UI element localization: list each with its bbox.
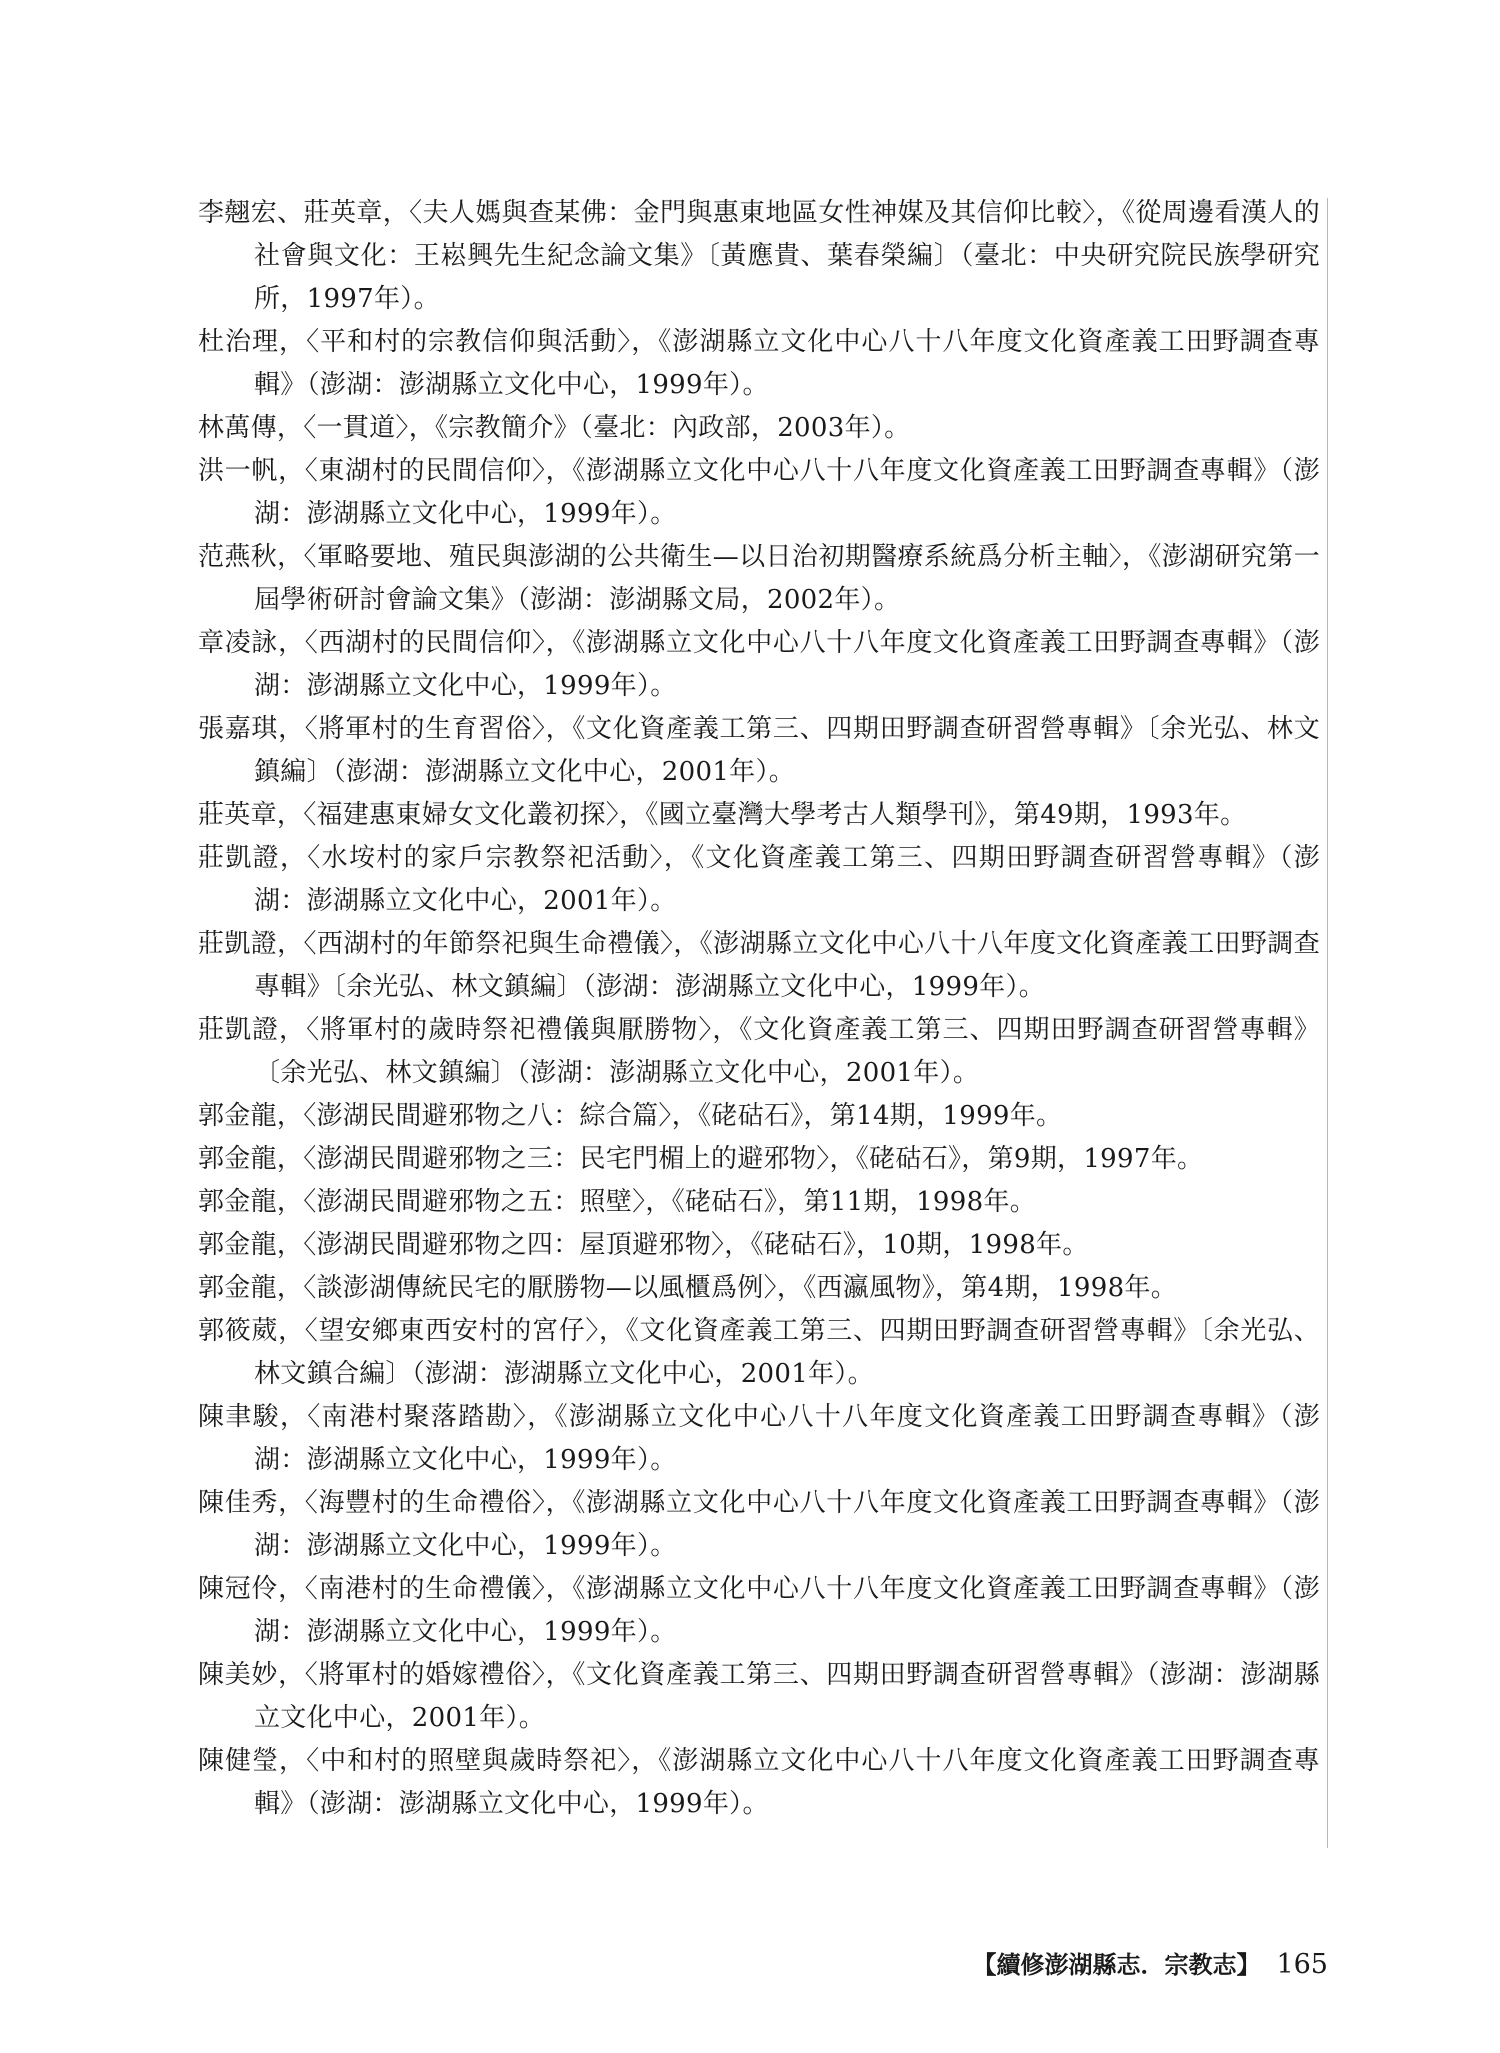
bibliography-entry: 郭金龍，〈澎湖民間避邪物之三：民宅門楣上的避邪物〉，《硓𥑮石》，第9期，1997年。: [198, 1144, 1204, 1174]
bibliography-entry: 李翹宏、莊英章，〈夫人媽與查某佛：金門與惠東地區女性神媒及其信仰比較〉，《從周邊看漢人的社會與文化：王崧興先生紀念論文集》〔黃應貴、葉春榮編〕（臺北：中央研究院民族學研究所，1997年）。: [198, 198, 1320, 314]
bibliography-entry: 莊凱證，〈水垵村的家戶宗教祭祀活動〉，《文化資產義工第三、四期田野調查研習營專輯》（澎湖：澎湖縣立文化中心，2001年）。: [198, 843, 1320, 916]
bibliography-entry: 林萬傳，〈一貫道〉，《宗教簡介》（臺北：內政部，2003年）。: [198, 413, 911, 443]
bibliography-entry: 莊凱證，〈將軍村的歲時祭祀禮儀與厭勝物〉，《文化資產義工第三、四期田野調查研習營專輯》〔余光弘、林文鎮編〕（澎湖：澎湖縣立文化中心，2001年）。: [198, 1015, 1320, 1088]
bibliography-entry: 洪一帆，〈東湖村的民間信仰〉，《澎湖縣立文化中心八十八年度文化資產義工田野調查專輯》（澎湖：澎湖縣立文化中心，1999年）。: [198, 456, 1320, 529]
margin-rule: [1327, 198, 1328, 1848]
bibliography-entry: 杜治理，〈平和村的宗教信仰與活動〉，《澎湖縣立文化中心八十八年度文化資產義工田野調查專輯》（澎湖：澎湖縣立文化中心，1999年）。: [198, 327, 1320, 400]
bibliography-entry: 范燕秋，〈軍略要地、殖民與澎湖的公共衛生—以日治初期醫療系統爲分析主軸〉，《澎湖研究第一屆學術研討會論文集》（澎湖：澎湖縣文局，2002年）。: [198, 542, 1320, 615]
bibliography-entry: 莊英章，〈福建惠東婦女文化叢初探〉，《國立臺灣大學考古人類學刊》，第49期，1993年。: [198, 800, 1247, 830]
bibliography-entry: 郭筱葳，〈望安鄉東西安村的宮仔〉，《文化資產義工第三、四期田野調查研習營專輯》〔余光弘、林文鎮合編〕（澎湖：澎湖縣立文化中心，2001年）。: [198, 1316, 1320, 1389]
bibliography-entry: 郭金龍，〈談澎湖傳統民宅的厭勝物—以風櫃爲例〉，《西瀛風物》，第4期，1998年。: [198, 1273, 1178, 1303]
bibliography-entry: 陳冠伶，〈南港村的生命禮儀〉，《澎湖縣立文化中心八十八年度文化資產義工田野調查專輯》（澎湖：澎湖縣立文化中心，1999年）。: [198, 1574, 1320, 1647]
bibliography-entry: 章凌詠，〈西湖村的民間信仰〉，《澎湖縣立文化中心八十八年度文化資產義工田野調查專輯》（澎湖：澎湖縣立文化中心，1999年）。: [198, 628, 1320, 701]
bibliography-entry: 陳佳秀，〈海豐村的生命禮俗〉，《澎湖縣立文化中心八十八年度文化資產義工田野調查專輯》（澎湖：澎湖縣立文化中心，1999年）。: [198, 1488, 1320, 1561]
bibliography-list: [198, 192, 1320, 1826]
page-number: 165: [1276, 1949, 1328, 1980]
bibliography-entry: 張嘉琪，〈將軍村的生育習俗〉，《文化資產義工第三、四期田野調查研習營專輯》〔余光弘、林文鎮編〕（澎湖：澎湖縣立文化中心，2001年）。: [198, 714, 1320, 787]
page-footer: [972, 1950, 1328, 1980]
bibliography-entry: 陳美妙，〈將軍村的婚嫁禮俗〉，《文化資產義工第三、四期田野調查研習營專輯》（澎湖：澎湖縣立文化中心，2001年）。: [198, 1660, 1320, 1733]
bibliography-entry: 郭金龍，〈澎湖民間避邪物之五：照壁〉，《硓𥑮石》，第11期，1998年。: [198, 1187, 1037, 1217]
running-title: 【續修澎湖縣志．宗教志】: [972, 1950, 1261, 1979]
bibliography-entry: 郭金龍，〈澎湖民間避邪物之四：屋頂避邪物〉，《硓𥑮石》，10期，1998年。: [198, 1230, 1089, 1260]
bibliography-entry: 陳健瑩，〈中和村的照壁與歲時祭祀〉，《澎湖縣立文化中心八十八年度文化資產義工田野調查專輯》（澎湖：澎湖縣立文化中心，1999年）。: [198, 1746, 1320, 1819]
bibliography-entry: 陳聿駿，〈南港村聚落踏勘〉，《澎湖縣立文化中心八十八年度文化資產義工田野調查專輯》（澎湖：澎湖縣立文化中心，1999年）。: [198, 1402, 1320, 1475]
bibliography-entry: 郭金龍，〈澎湖民間避邪物之八：綜合篇〉，《硓𥑮石》，第14期，1999年。: [198, 1101, 1063, 1131]
bibliography-entry: 莊凱證，〈西湖村的年節祭祀與生命禮儀〉，《澎湖縣立文化中心八十八年度文化資產義工田野調查專輯》〔余光弘、林文鎮編〕（澎湖：澎湖縣立文化中心，1999年）。: [198, 929, 1320, 1002]
